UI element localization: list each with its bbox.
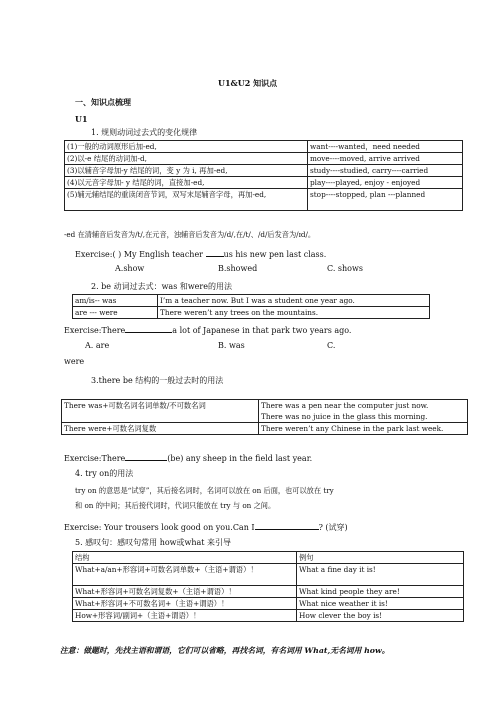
table-row: (3)以辅音字母加-y 结尾的词，变 y 为 i, 再加-ed, study----studied, carry----carried — [65, 165, 463, 177]
table-row: am/is-- was I’m a teacher now. But I was a student one year ago. — [73, 295, 430, 307]
answer-blank — [125, 452, 167, 461]
table-row: There were+可数名词复数 There weren’t any Chinese in the park last week. — [62, 423, 468, 435]
option-c: C. shows — [327, 264, 363, 273]
exclamation-table — [72, 551, 464, 622]
rule-heading-3: 3.there be 结构的一般过去时的用法 — [91, 376, 224, 385]
was-were-table — [72, 294, 430, 319]
exercise-1: Exercise:( ) My English teacher us his new pen last class. — [75, 250, 327, 259]
section-heading: 一、知识点梳理 — [75, 97, 131, 107]
exercise-3: Exercise:There (be) any sheep in the field last year. — [64, 454, 313, 463]
table-row: How+形容词/副词+（主语+谓语）！ How clever the boy is! — [73, 610, 464, 622]
answer-blank — [255, 521, 319, 530]
table-row: (5)辅元辅结尾的重读闭音节词，双写末尾辅音字母，再加-ed, stop----stopped, plan ---planned — [65, 189, 463, 211]
table-row: (4)以元音字母加- y 结尾的词，直接加-ed, play----played, enjoy - enjoyed — [65, 177, 463, 189]
answer-blank — [206, 248, 224, 257]
answer-blank — [125, 324, 172, 333]
rule-heading-4: 4. try on的用法 — [75, 469, 134, 478]
table-row: 结构 例句 — [73, 552, 464, 564]
exercise-4: Exercise: Your trousers look good on you.Can I ? (试穿) — [64, 523, 348, 532]
option-b: B. was — [218, 341, 245, 350]
rule-heading-1: 1. 规则动词过去式的变化规律 — [91, 128, 198, 137]
try-on-explanation-2: 和 on 的中间；其后接代词时，代词只能放在 try 与 on 之间。 — [75, 501, 276, 510]
table-row: (1)一般的动词原形后加-ed, want----wanted，need needed — [65, 141, 463, 153]
table-row: What+形容词+不可数名词+（主语+谓语）！ What nice weather it is! — [73, 598, 464, 610]
exercise-2: Exercise:There a lot of Japanese in that park two years ago. — [64, 326, 352, 335]
bottom-note: 注意：做题时，先找主语和谓语，它们可以省略，再找名词，有名词用 What,无名词用 how。 — [60, 646, 390, 655]
pronunciation-note: -ed 在清辅音后发音为/t/,在元音，浊辅音后发音为/d/,在/t/、/d/后发音为/ɪd/。 — [64, 230, 316, 239]
table-row: There was+可数名词名词单数/不可数名词 There was a pen near the computer just now. — [62, 400, 468, 412]
option-c-continued: were — [64, 357, 85, 366]
table-row: There was no juice in the glass this morning. — [62, 411, 468, 423]
page-title: U1&U2 知识点 — [218, 78, 278, 88]
past-tense-rules-table — [64, 140, 463, 211]
rule-heading-2: 2. be 动词过去式：was 和were的用法 — [91, 282, 232, 291]
try-on-explanation-1: try on 的意思是“试穿”，其后接名词时，名词可以放在 on 后面，也可以放在 try — [75, 486, 334, 495]
option-b: B.showed — [218, 264, 258, 273]
option-a: A.show — [115, 264, 145, 273]
table-row: What+形容词+可数名词复数+（主语+谓语）！ What kind people they are! — [73, 586, 464, 598]
option-c: C. — [327, 341, 336, 350]
table-row: are --- were There weren’t any trees on the mountains. — [73, 307, 430, 319]
unit-label: U1 — [75, 114, 88, 124]
there-be-table — [61, 399, 468, 435]
option-a: A. are — [85, 341, 110, 350]
rule-heading-5: 5. 感叹句：感叹句常用 how或what 来引导 — [75, 538, 232, 547]
table-row: (2)以-e 结尾的动词加-d, move----moved, arrive arrived — [65, 153, 463, 165]
table-row: What+a/an+形容词+可数名词单数+（主语+谓语）！ What a fine day it is! — [73, 564, 464, 586]
